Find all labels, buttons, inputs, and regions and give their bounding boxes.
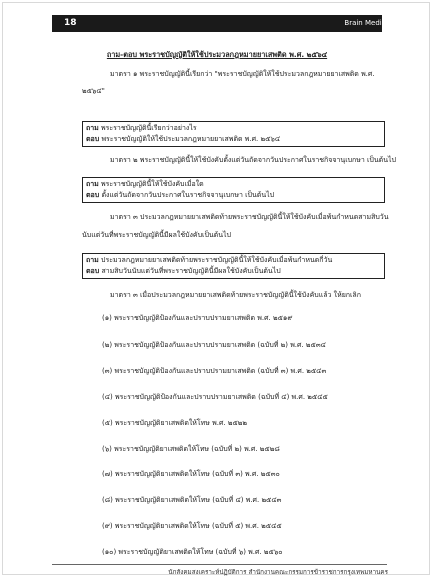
answer-tag: ตอบ [86, 135, 100, 143]
list-item: (๓) พระราชบัญญัติป้องกันและปราบปรามยาเสพติด (ฉบับที่ ๓) พ.ศ. ๒๕๔๓ [102, 367, 327, 375]
question-text: พระราชบัญญัตินี้ให้ใช้บังคับเมื่อใด [101, 180, 204, 188]
list-item: (๑๐) พระราชบัญญัติยาเสพติดให้โทษ (ฉบับที่ ๖) พ.ศ. ๒๕๖๐ [102, 548, 283, 556]
list-item: (๔) พระราชบัญญัติป้องกันและปราบปรามยาเสพติด (ฉบับที่ ๔) พ.ศ. ๒๕๔๕ [102, 393, 328, 401]
answer-text: พระราชบัญญัติให้ใช้ประมวลกฎหมายยาเสพติด พ.ศ. ๒๕๖๔ [101, 135, 281, 143]
question-line [86, 179, 381, 190]
question-tag: ถาม [86, 124, 99, 132]
question-tag: ถาม [86, 180, 99, 188]
qa-box-2 [82, 177, 385, 203]
question-text: ประมวลกฎหมายยาเสพติดท้ายพระราชบัญญัตินี้ให้ใช้บังคับเมื่อพ้นกำหนดกี่วัน [101, 256, 333, 264]
section-2: มาตรา ๒ พระราชบัญญัตินี้ให้ใช้บังคับตั้งแต่วันถัดจากวันประกาศในราชกิจจานุเบกษา เป็นต้นไป [110, 156, 396, 164]
footer-text: นักสังคมสงเคราะห์ปฏิบัติการ สำนักงานคณะกรรมการข้าราชการกรุงเทพมหานคร [168, 569, 388, 576]
section-1-line-2: ๒๕๖๔" [82, 87, 105, 95]
qa-box-1 [82, 121, 385, 147]
answer-line [86, 190, 381, 201]
question-text: พระราชบัญญัตินี้เรียกว่าอย่างไร [101, 124, 197, 132]
section-1-line-1: มาตรา ๑ พระราชบัญญัตินี้เรียกว่า "พระราชบัญญัติให้ใช้ประมวลกฎหมายยาเสพติด พ.ศ. [110, 70, 375, 78]
footer-divider [52, 564, 387, 565]
answer-tag: ตอบ [86, 267, 100, 275]
page-number: 18 [64, 18, 77, 28]
list-item: (๗) พระราชบัญญัติยาเสพติดให้โทษ (ฉบับที่ ๓) พ.ศ. ๒๕๓๐ [102, 470, 280, 478]
list-item: (๕) พระราชบัญญัติยาเสพติดให้โทษ พ.ศ. ๒๕๒๒ [102, 419, 248, 427]
list-item: (๒) พระราชบัญญัติป้องกันและปราบปรามยาเสพติด (ฉบับที่ ๒) พ.ศ. ๒๕๓๔ [102, 341, 326, 349]
question-line [86, 255, 381, 266]
section-3-line-2: นับแต่วันที่พระราชบัญญัตินี้มีผลใช้บังคับเป็นต้นไป [82, 231, 231, 239]
answer-line [86, 134, 381, 145]
qa-box-3 [82, 253, 385, 279]
question-line [86, 123, 381, 134]
brand-name: Brain Media [344, 19, 386, 27]
list-item: (๙) พระราชบัญญัติยาเสพติดให้โทษ (ฉบับที่ ๕) พ.ศ. ๒๕๔๕ [102, 522, 282, 530]
page-border [2, 2, 430, 575]
list-item: (๘) พระราชบัญญัติยาเสพติดให้โทษ (ฉบับที่ ๔) พ.ศ. ๒๕๔๓ [102, 496, 282, 504]
answer-tag: ตอบ [86, 191, 100, 199]
document-title: ถาม-ตอบ พระราชบัญญัติให้ใช้ประมวลกฎหมายยาเสพติด พ.ศ. ๒๕๖๔ [106, 50, 328, 59]
section-4-intro: มาตรา ๓ เมื่อประมวลกฎหมายยาเสพติดท้ายพระราชบัญญัตินี้ใช้บังคับแล้ว ให้ยกเลิก [110, 291, 361, 299]
question-tag: ถาม [86, 256, 99, 264]
list-item: (๑) พระราชบัญญัติป้องกันและปราบปรามยาเสพติด พ.ศ. ๒๕๑๙ [102, 314, 293, 322]
answer-text: ตั้งแต่วันถัดจากวันประกาศในราชกิจจานุเบกษา เป็นต้นไป [101, 191, 275, 199]
header-bar [52, 15, 382, 32]
answer-line [86, 266, 381, 277]
section-3-line-1: มาตรา ๓ ประมวลกฎหมายยาเสพติดท้ายพระราชบัญญัตินี้ให้ใช้บังคับเมื่อพ้นกำหนดสามสิบวัน [110, 213, 389, 221]
answer-text: สามสิบวันนับแต่วันที่พระราชบัญญัตินี้มีผลใช้บังคับเป็นต้นไป [101, 267, 281, 275]
list-item: (๖) พระราชบัญญัติยาเสพติดให้โทษ (ฉบับที่ ๒) พ.ศ. ๒๕๒๘ [102, 445, 280, 453]
